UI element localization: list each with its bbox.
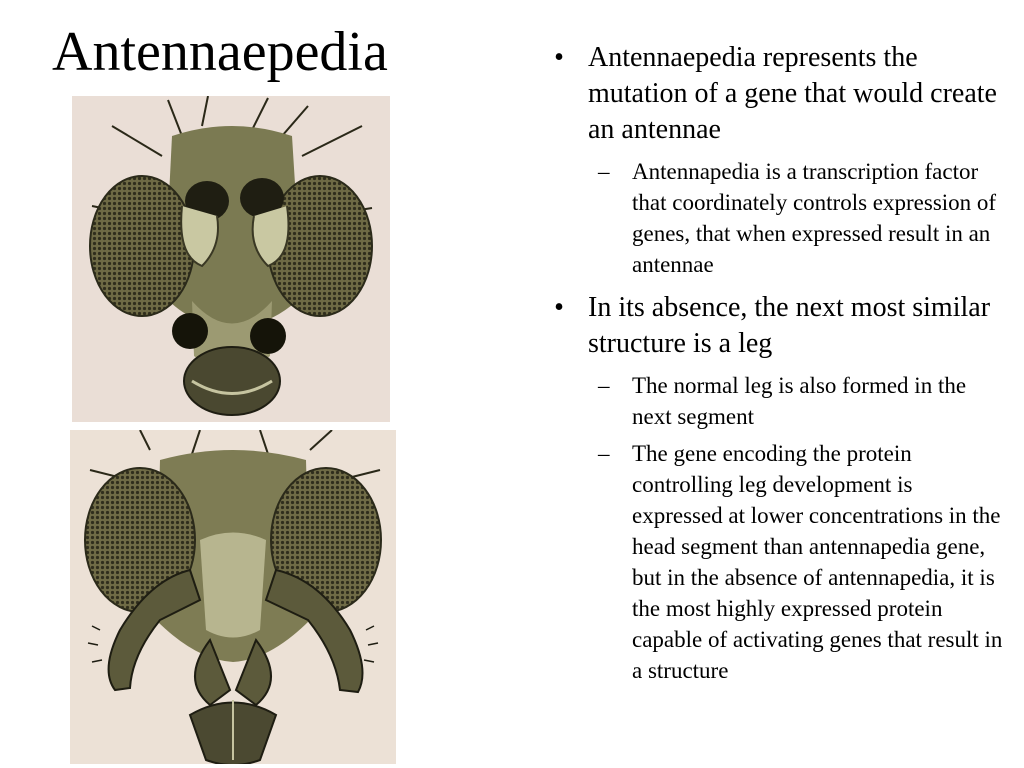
sub-bullet-item bbox=[588, 370, 1008, 432]
sub-bullet-text: The gene encoding the protein controlling leg development is expressed at lower concentrations in the head segment than antennapedia gene, but in the absence of antennapedia, it is the most highly expressed protein capable of activating genes that result in a structure bbox=[632, 441, 1003, 683]
sub-bullet-item bbox=[588, 156, 1008, 280]
fly-head-antennae-photo bbox=[72, 96, 390, 422]
dash-marker: – bbox=[598, 373, 610, 398]
sub-bullet-text: The normal leg is also formed in the next segment bbox=[632, 373, 967, 429]
bullet-marker: • bbox=[554, 292, 564, 323]
dash-marker: – bbox=[598, 441, 610, 466]
sub-bullet-item bbox=[588, 438, 1008, 686]
fly-head-legs-photo bbox=[70, 430, 396, 764]
fly-head-antennae-illustration bbox=[72, 96, 390, 422]
dash-marker: – bbox=[598, 159, 610, 184]
bullet-text: Antennaepedia represents the mutation of a gene that would create an antennae bbox=[588, 42, 997, 145]
bullet-item bbox=[548, 40, 1008, 280]
bullet-item bbox=[548, 290, 1008, 686]
sub-bullet-list bbox=[588, 156, 1008, 280]
bullet-marker: • bbox=[554, 42, 564, 73]
bullet-text: In its absence, the next most similar structure is a leg bbox=[588, 292, 991, 359]
sub-bullet-text: Antennapedia is a transcription factor that coordinately controls expression of genes, that when expressed result in an antennae bbox=[632, 159, 997, 277]
slide-title: Antennaepedia bbox=[52, 21, 388, 83]
sub-bullet-list bbox=[588, 370, 1008, 686]
fly-head-legs-illustration bbox=[70, 430, 396, 764]
bullet-list bbox=[548, 40, 1008, 696]
